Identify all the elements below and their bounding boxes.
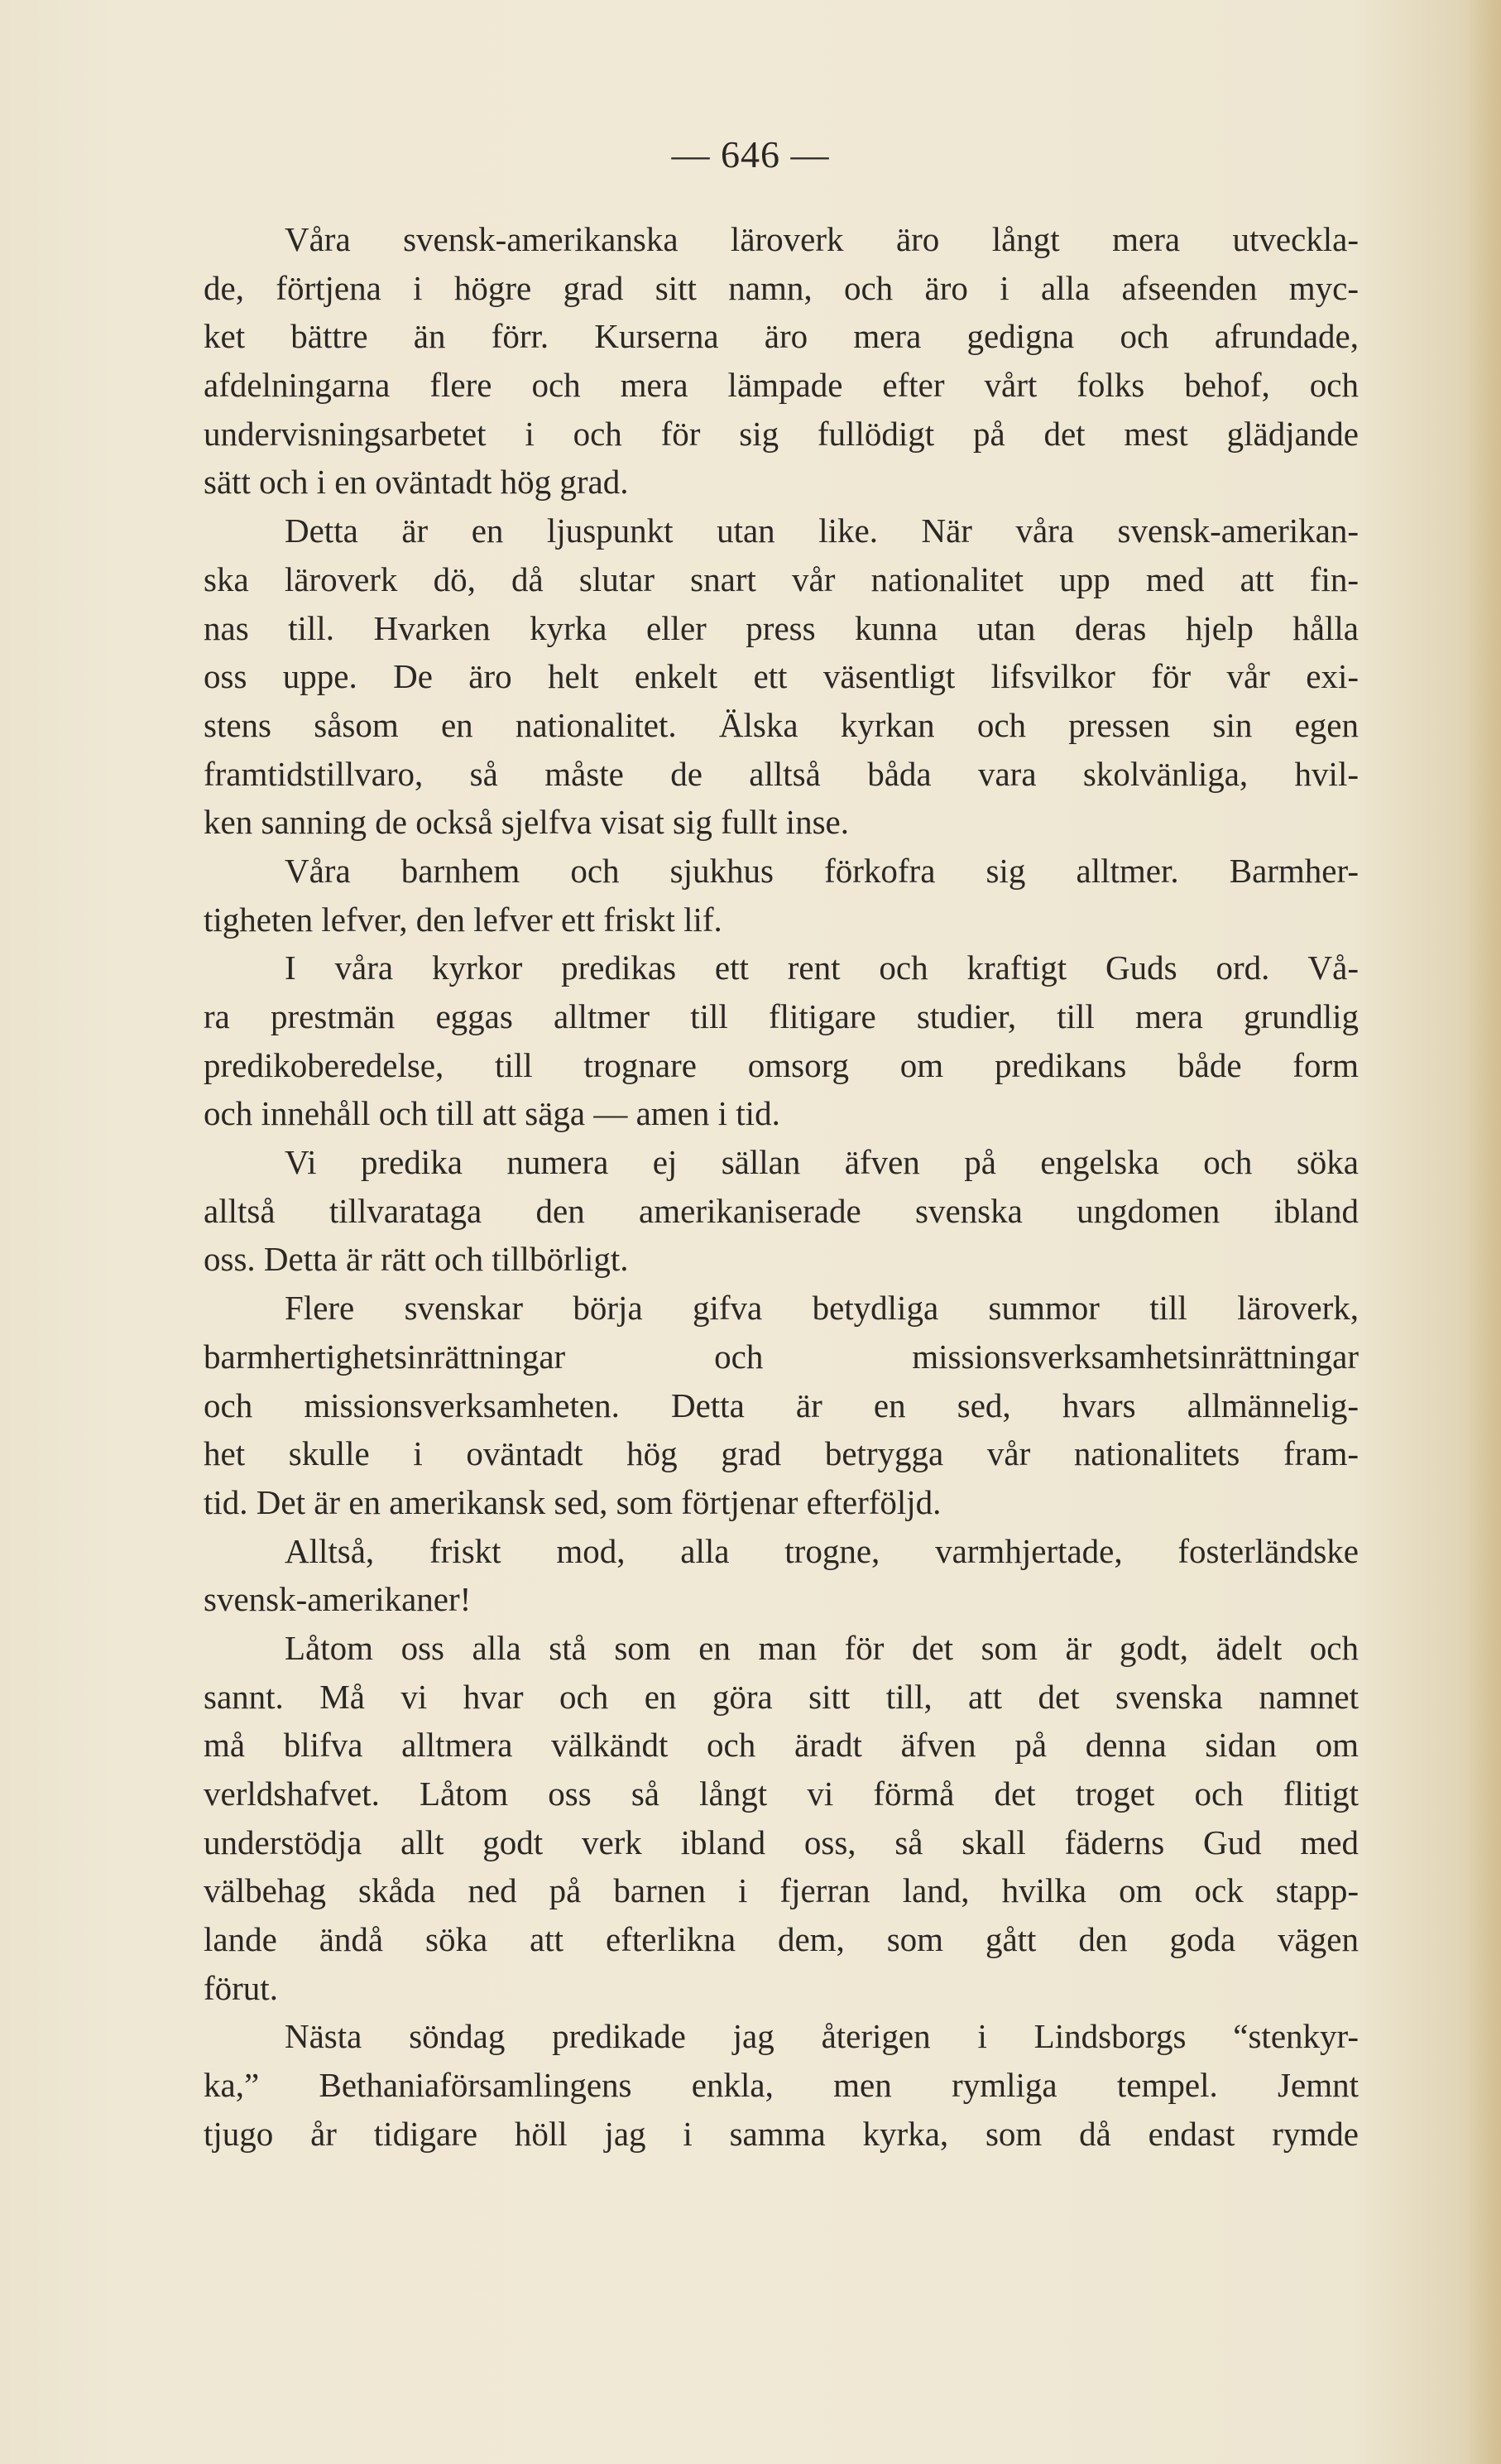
text-line: oss. Detta är rätt och tillbörligt. <box>204 1240 629 1279</box>
page-edge-shadow <box>1468 0 1501 2464</box>
text-line: Våra barnhem och sjukhus förkofra sig alltmer. Barmher- <box>285 851 1359 890</box>
text-line: Vi predika numera ej sällan äfven på engelska och söka <box>285 1143 1359 1182</box>
text-line: afdelningarna flere och mera lämpade efter vårt folks behof, och <box>204 366 1359 405</box>
page-number: — 646 — <box>671 133 830 175</box>
text-line: de, förtjena i högre grad sitt namn, och äro i alla afseenden myc- <box>204 268 1359 307</box>
text-line: nas till. Hvarken kyrka eller press kunna utan deras hjelp hålla <box>204 608 1359 647</box>
text-line: tigheten lefver, den lefver ett friskt lif. <box>204 900 722 939</box>
text-line: het skulle i oväntadt hög grad betrygga vår nationalitets fram- <box>204 1434 1359 1473</box>
text-line: lande ändå söka att efterlikna dem, som gått den goda vägen <box>204 1920 1359 1959</box>
text-line: tid. Det är en amerikansk sed, som förtjenar efterföljd. <box>204 1482 942 1521</box>
text-line: Alltså, friskt mod, alla trogne, varmhjertade, fosterländske <box>285 1531 1359 1570</box>
text-line: ska läroverk dö, då slutar snart vår nationalitet upp med att fin- <box>204 560 1359 598</box>
text-line: tjugo år tidigare höll jag i samma kyrka, som då endast rymde <box>204 2114 1359 2153</box>
text-line: alltså tillvaratagа den amerikaniserade svenska ungdomen ibland <box>204 1191 1359 1230</box>
text-line: Låtom oss alla stå som en man för det som är godt, ädelt och <box>285 1628 1359 1667</box>
text-line: sätt och i en oväntadt hög grad. <box>204 463 629 502</box>
text-line: förut. <box>204 1968 278 2007</box>
text-line: ket bättre än förr. Kurserna äro mera gedigna och afrundade, <box>204 317 1359 356</box>
text-line: undervisningsarbetet i och för sig fullödigt på det mest glädjande <box>204 414 1359 453</box>
text-line: och innehåll och till att säga — amen i tid. <box>204 1094 780 1133</box>
text-line: sannt. Må vi hvar och en göra sitt till, att det svenska namnet <box>204 1677 1359 1716</box>
body-text <box>204 215 1359 2159</box>
text-line: I våra kyrkor predikas ett rent och kraftigt Guds ord. Vå- <box>285 949 1359 987</box>
text-line: ka,” Bethaniaförsamlingens enkla, men rymliga tempel. Jemnt <box>204 2066 1359 2105</box>
text-line: välbehag skåda ned på barnen i fjerran land, hvilka om ock stapp- <box>204 1871 1359 1910</box>
text-line: understödja allt godt verk ibland oss, så skall fäderns Gud med <box>204 1823 1359 1861</box>
text-line: ken sanning de också sjelfva visat sig fullt inse. <box>204 803 849 842</box>
text-line: framtidstillvaro, så måste de alltså båda vara skolvänliga, hvil- <box>204 754 1359 793</box>
text-line: barmhertighetsinrättningar och missionsverksamhetsinrättningar <box>204 1337 1359 1376</box>
text-line: Våra svensk-amerikanska läroverk äro långt mera utveckla- <box>285 220 1359 258</box>
text-line: ra prestmän eggas alltmer till flitigare studier, till mera grundlig <box>204 997 1359 1035</box>
text-line: verldshafvet. Låtom oss så långt vi förmå det troget och flitigt <box>204 1775 1359 1813</box>
text-line: må blifva alltmera välkändt och äradt äfven på denna sidan om <box>204 1726 1359 1765</box>
text-line: Flere svenskar börja gifva betydliga summor till läroverk, <box>285 1289 1359 1328</box>
text-line: Nästa söndag predikade jag återigen i Lindsborgs “stenkyr- <box>285 2017 1359 2056</box>
text-line: stens såsom en nationalitet. Älska kyrkan och pressen sin egen <box>204 705 1359 744</box>
text-line: svensk-amerikaner! <box>204 1580 472 1619</box>
text-line: Detta är en ljuspunkt utan like. När våra svensk-amerikan- <box>285 512 1359 550</box>
text-line: oss uppe. De äro helt enkelt ett väsentligt lifsvilkor för vår exi- <box>204 657 1359 696</box>
text-line: predikoberedelse, till trognare omsorg om predikans både form <box>204 1045 1359 1084</box>
text-line: och missionsverksamheten. Detta är en sed, hvars allmännelig- <box>204 1386 1359 1424</box>
